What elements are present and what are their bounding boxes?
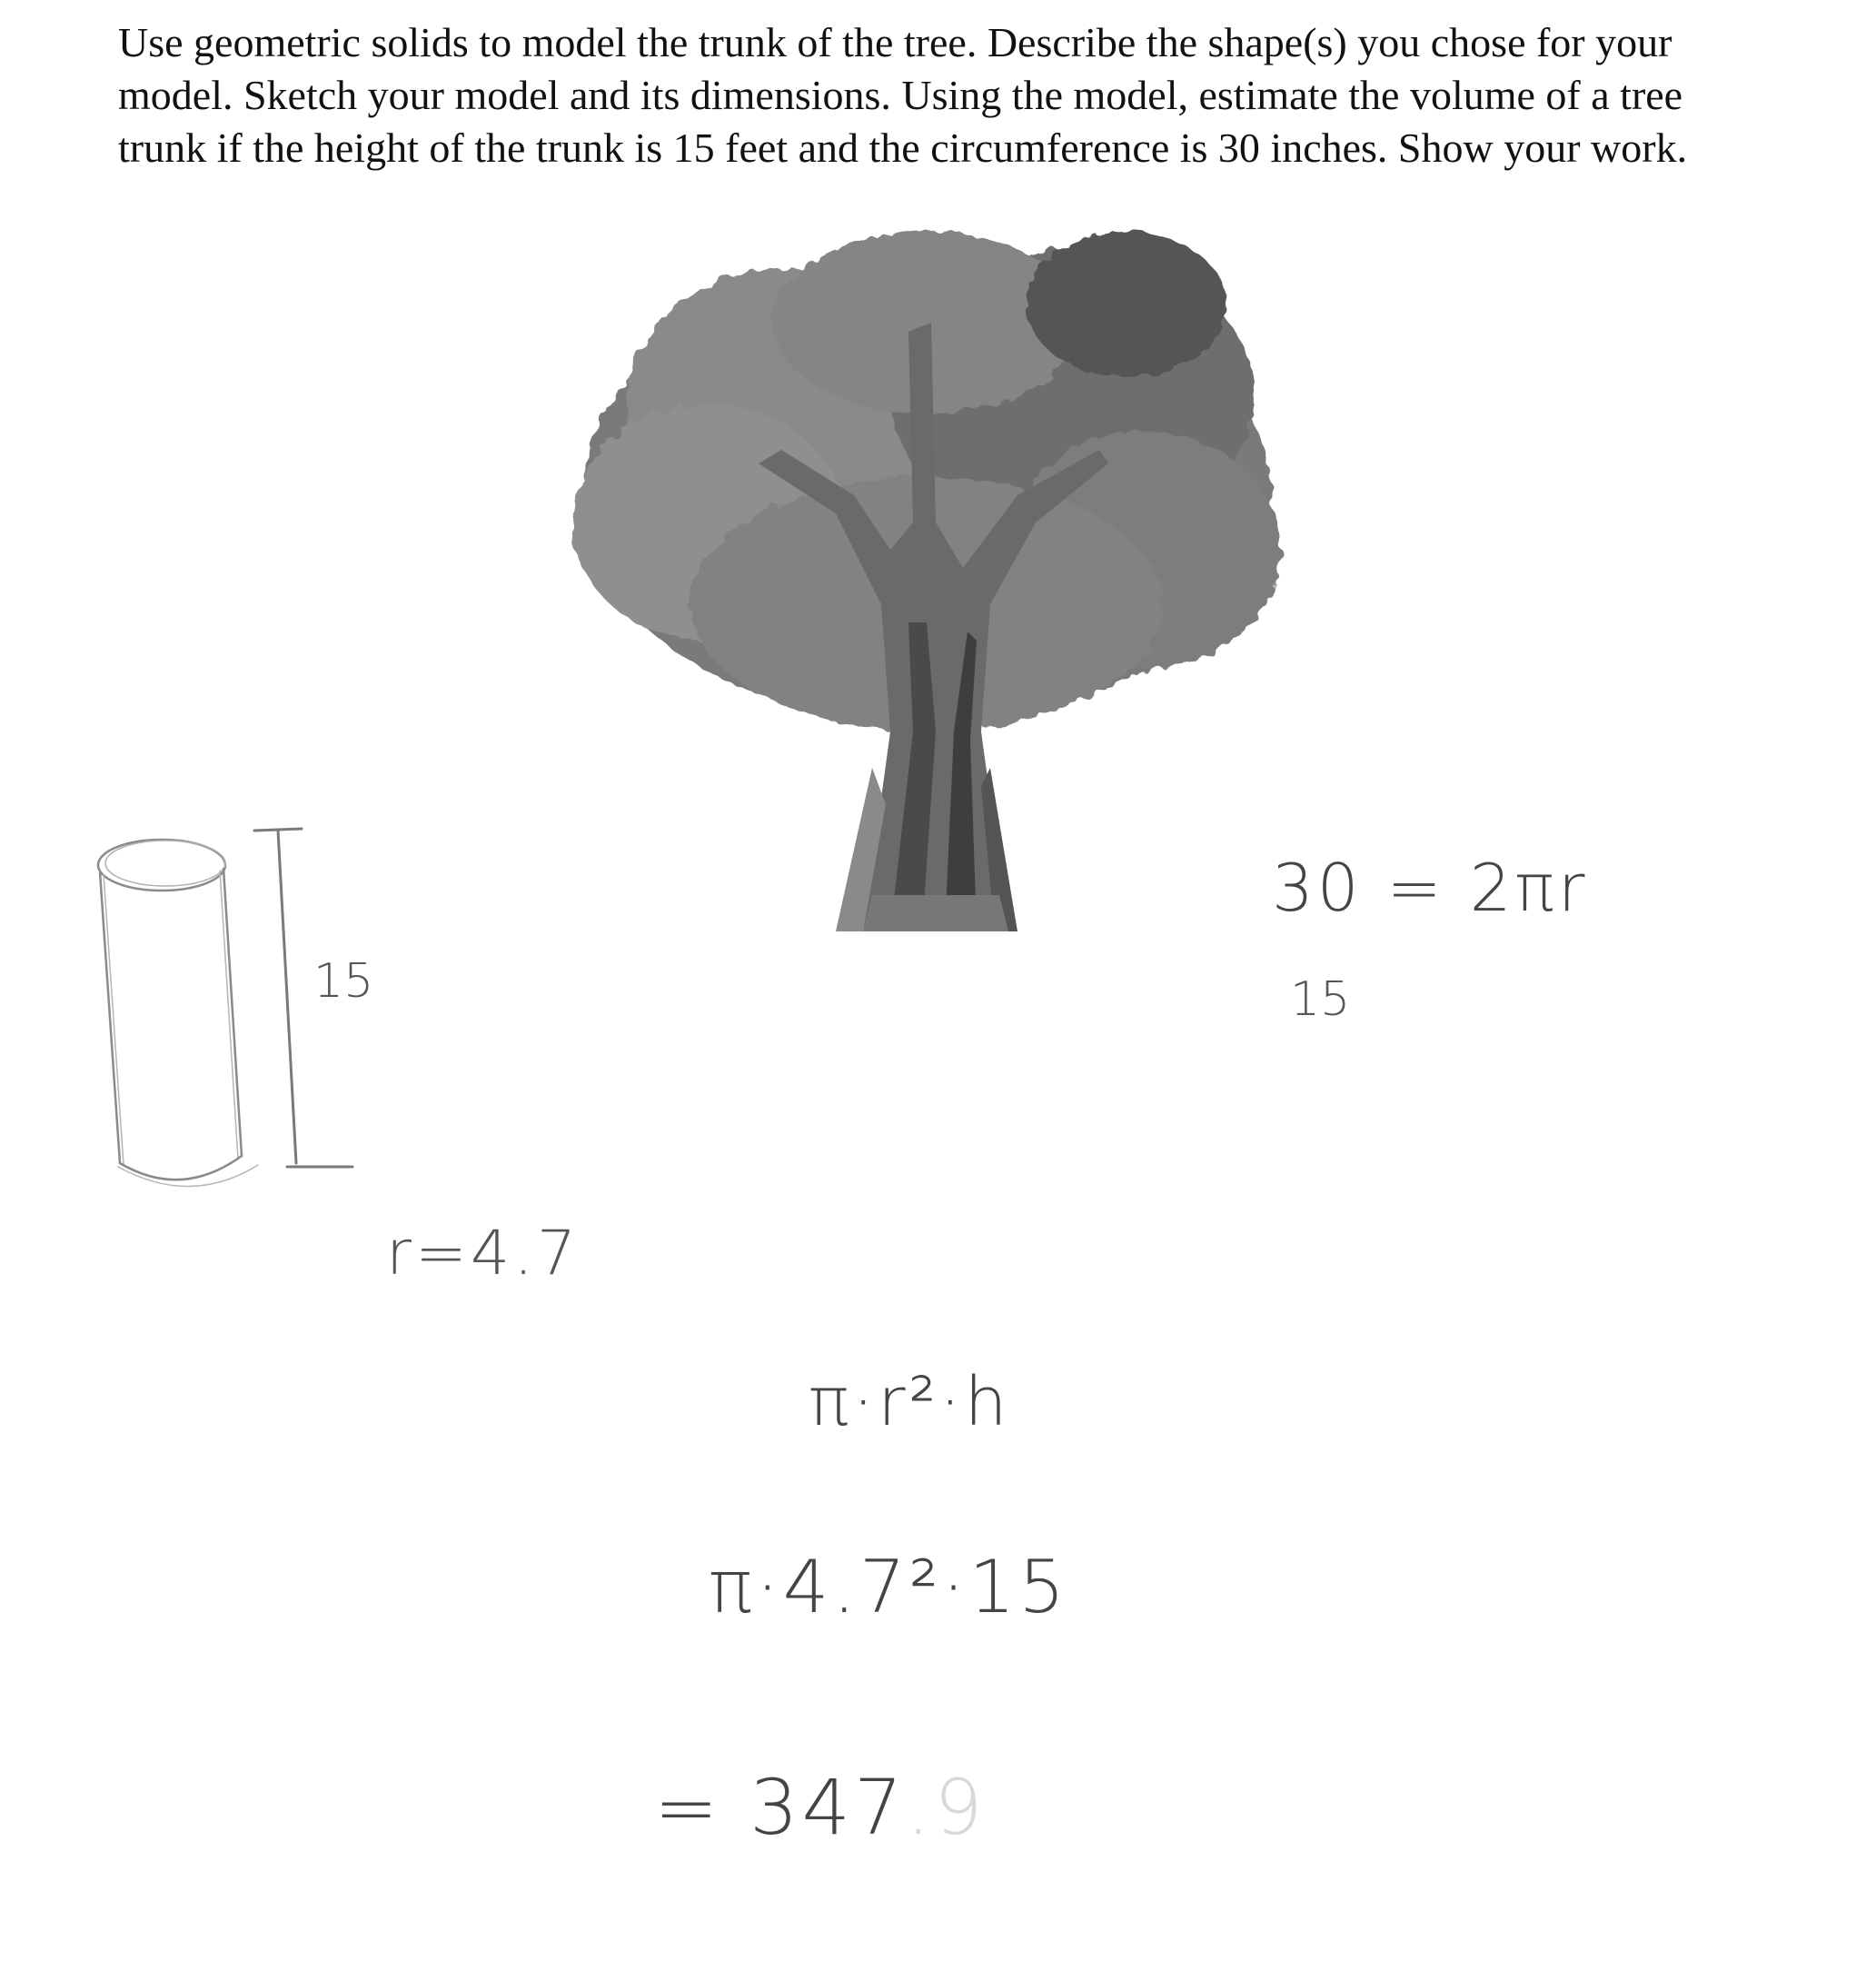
handwritten-radius: r=4.7 (386, 1218, 581, 1289)
prompt-line-3: trunk if the height of the trunk is 15 feet and the circumference is 30 inches. Show your work. (118, 124, 1688, 171)
prompt-line-2: model. Sketch your model and its dimensions. Using the model, estimate the volume of a tree (118, 72, 1683, 118)
cylinder-right-side (223, 869, 242, 1156)
cylinder-left-side (100, 872, 120, 1163)
handwritten-volume-formula: π·r²·h (809, 1363, 1011, 1441)
handwritten-half-value: 15 (1290, 972, 1351, 1027)
result-value: = 347 (654, 1763, 907, 1852)
handwritten-result (654, 1763, 987, 1852)
prompt-line-1: Use geometric solids to model the trunk of the tree. Describe the shape(s) you chose for your (118, 19, 1673, 65)
result-faint-digits: .9 (906, 1763, 987, 1852)
tree-illustration (563, 223, 1290, 941)
handwritten-circumference-equation: 30 = 2πr (1272, 850, 1589, 926)
handwritten-height-label: 15 (313, 954, 374, 1009)
question-prompt (118, 16, 1826, 174)
handwritten-substitution: π·4.7²·15 (709, 1545, 1069, 1629)
cylinder-sketch (64, 818, 391, 1218)
